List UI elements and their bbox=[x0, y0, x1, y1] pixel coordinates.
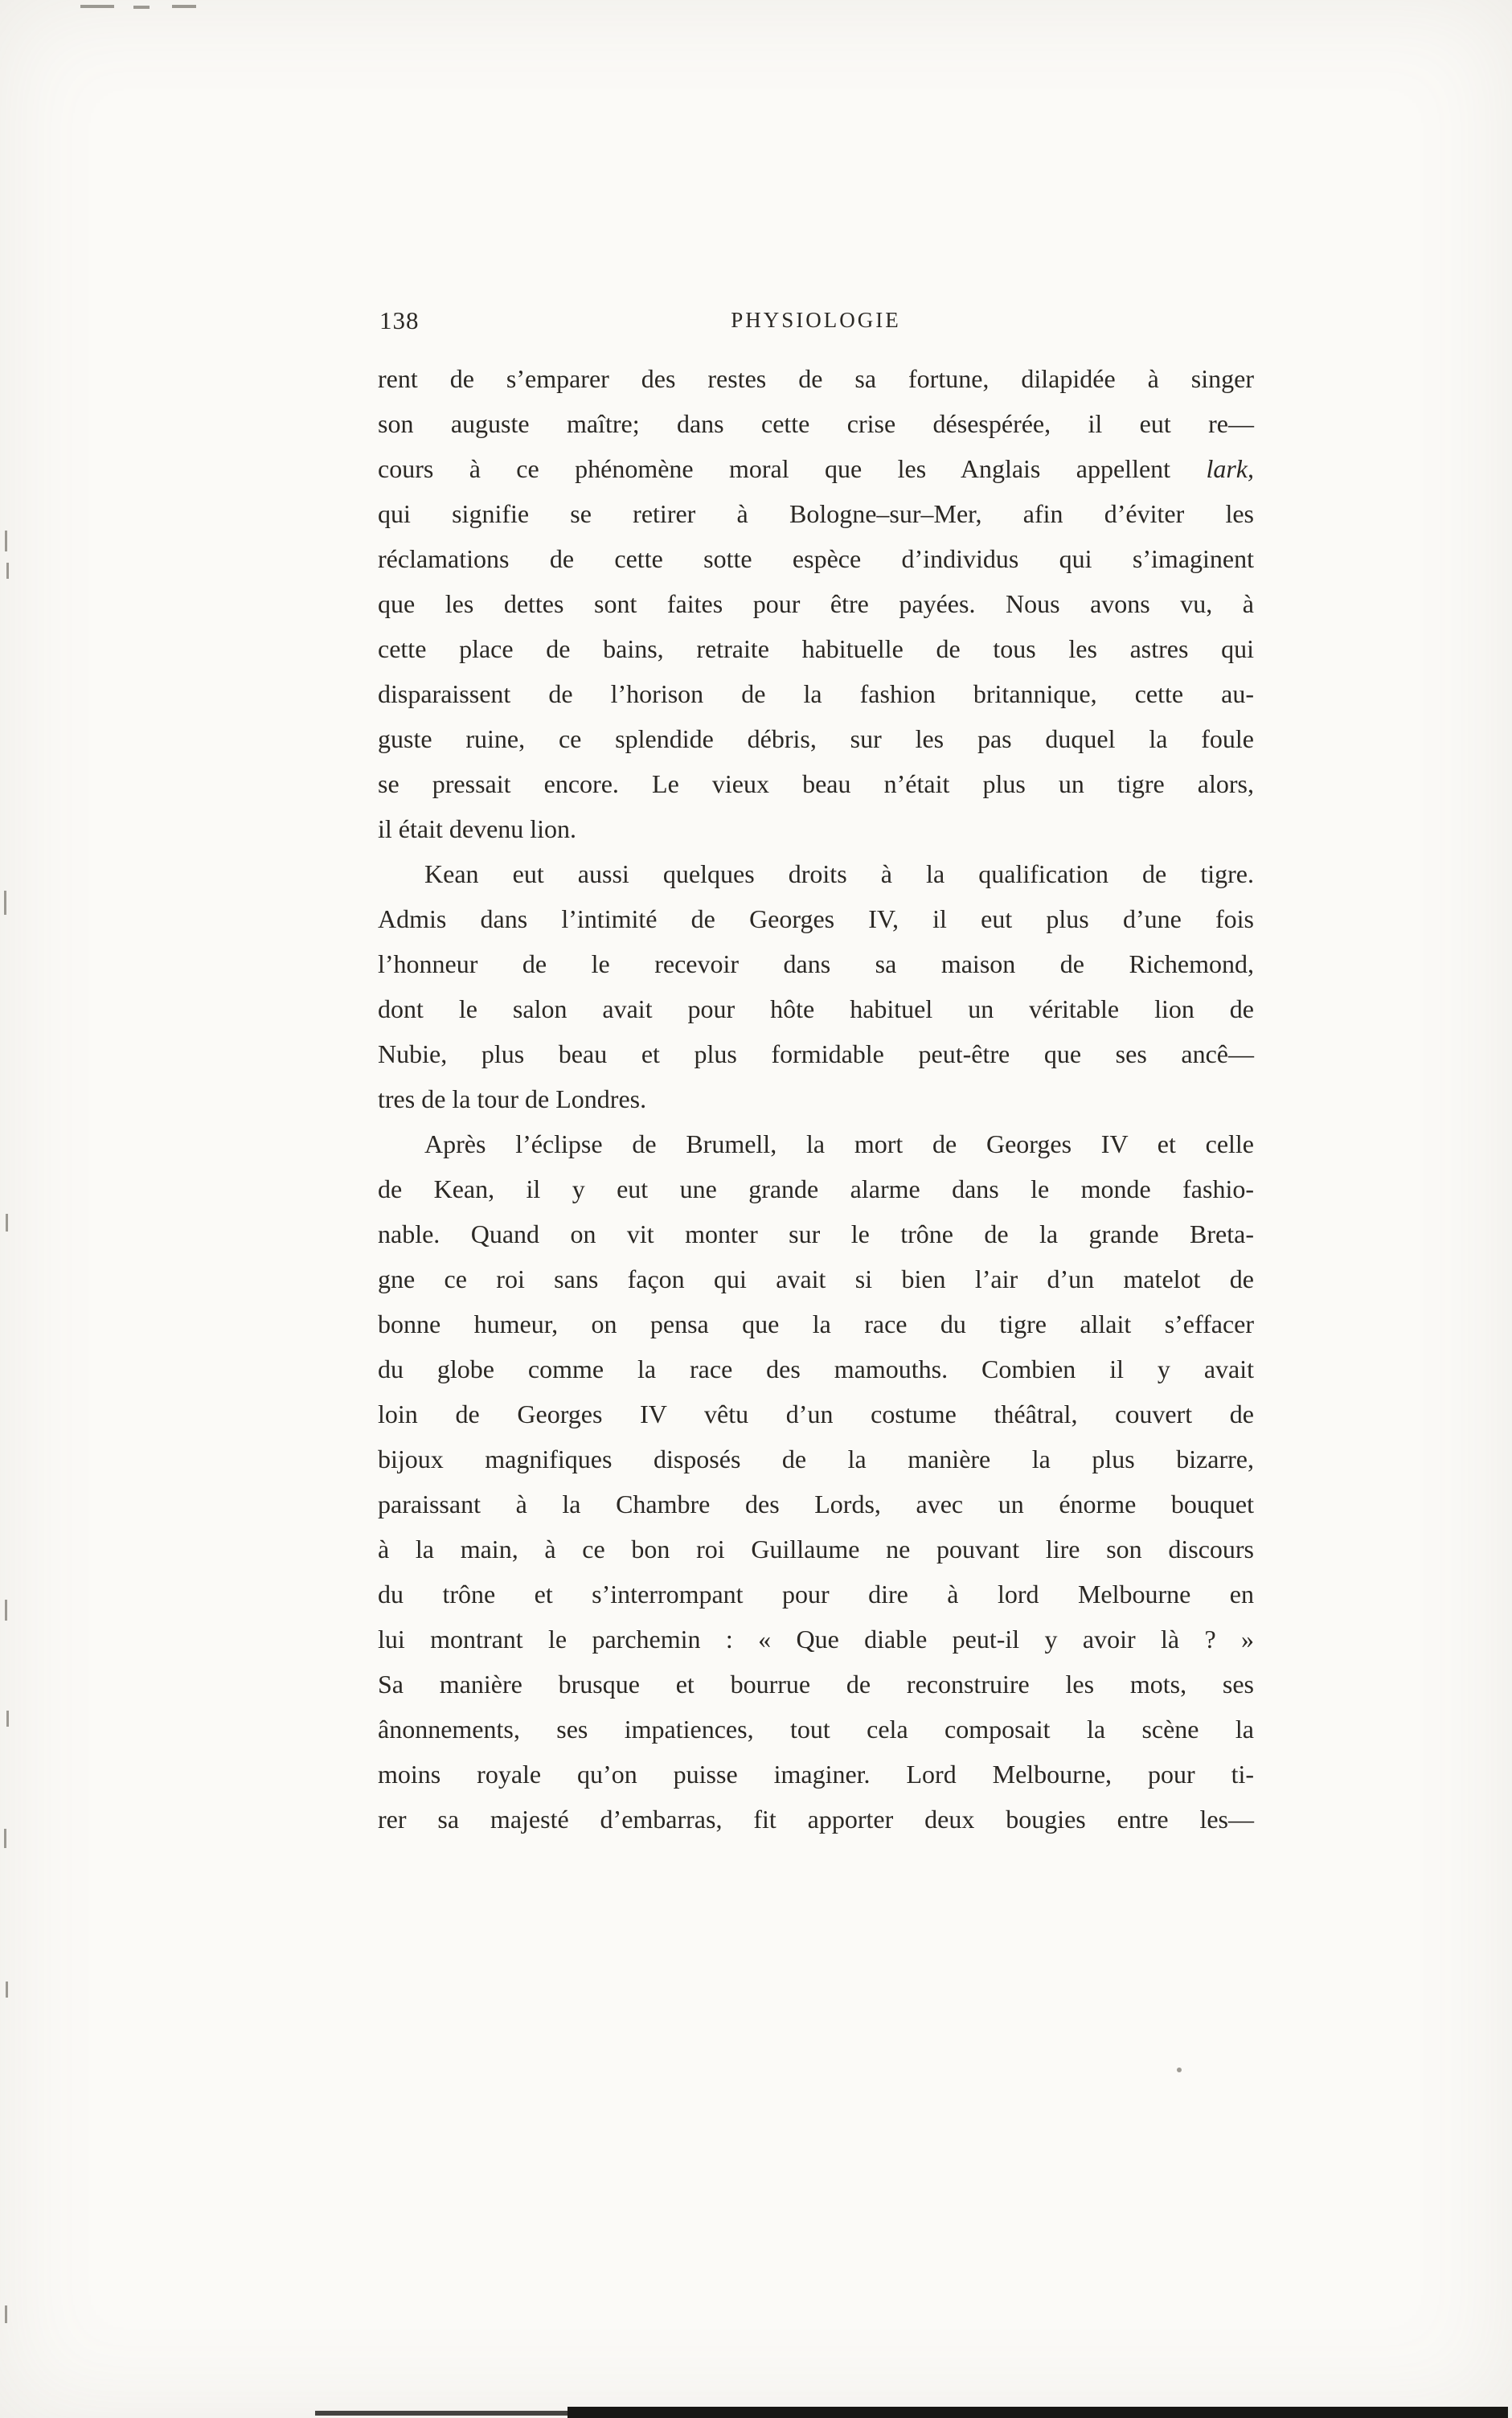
scan-artifact bbox=[4, 1829, 6, 1848]
text-line: l’honneur de le recevoir dans sa maison de Richemond, bbox=[378, 949, 1254, 978]
text-line: que les dettes sont faites pour être payées. Nous avons vu, à bbox=[378, 589, 1254, 618]
text-line: du globe comme la race des mamouths. Combien il y avait bbox=[378, 1354, 1254, 1383]
scan-artifact bbox=[6, 563, 9, 579]
page-header bbox=[378, 306, 1254, 356]
scan-artifact bbox=[5, 531, 7, 551]
text-line: nable. Quand on vit monter sur le trône de la grande Breta- bbox=[378, 1219, 1254, 1248]
scan-artifact bbox=[80, 5, 114, 8]
text-line: bijoux magnifiques disposés de la manière la plus bizarre, bbox=[378, 1445, 1254, 1473]
text-line: du trône et s’interrompant pour dire à lord Melbourne en bbox=[378, 1580, 1254, 1609]
text-block bbox=[378, 356, 1254, 1842]
text-line: gne ce roi sans façon qui avait si bien l’air d’un matelot de bbox=[378, 1264, 1254, 1293]
text-line: Admis dans l’intimité de Georges IV, il eut plus d’une fois bbox=[378, 904, 1254, 933]
scan-edge-artifact bbox=[315, 2411, 571, 2416]
paragraph bbox=[378, 1121, 1254, 1842]
text-line: paraissant à la Chambre des Lords, avec un énorme bouquet bbox=[378, 1490, 1254, 1518]
paragraph bbox=[378, 851, 1254, 1121]
scan-artifact bbox=[1177, 2068, 1182, 2072]
scan-artifact bbox=[133, 6, 150, 9]
running-title: PHYSIOLOGIE bbox=[731, 308, 901, 332]
text-line: de Kean, il y eut une grande alarme dans le monde fashio- bbox=[378, 1174, 1254, 1203]
text-line: se pressait encore. Le vieux beau n’était plus un tigre alors, bbox=[378, 769, 1254, 798]
text-line: moins royale qu’on puisse imaginer. Lord Melbourne, pour ti- bbox=[378, 1760, 1254, 1789]
scan-artifact bbox=[5, 1600, 7, 1621]
text-line: réclamations de cette sotte espèce d’individus qui s’imaginent bbox=[378, 544, 1254, 573]
text-line: ânonnements, ses impatiences, tout cela composait la scène la bbox=[378, 1715, 1254, 1744]
scan-artifact bbox=[6, 1214, 8, 1232]
text-segment-italic: lark, bbox=[1206, 454, 1254, 483]
page-content bbox=[378, 306, 1254, 1842]
text-line: disparaissent de l’horison de la fashion britannique, cette au- bbox=[378, 679, 1254, 708]
text-line: tres de la tour de Londres. bbox=[378, 1084, 647, 1113]
text-line: guste ruine, ce splendide débris, sur les pas duquel la foule bbox=[378, 724, 1254, 753]
text-line: rer sa majesté d’embarras, fit apporter deux bougies entre les— bbox=[378, 1805, 1254, 1834]
text-line: bonne humeur, on pensa que la race du tigre allait s’effacer bbox=[378, 1309, 1254, 1338]
scan-artifact bbox=[4, 891, 6, 915]
text-segment: cours à ce phénomène moral que les Anglais appellent bbox=[378, 454, 1207, 483]
text-line: il était devenu lion. bbox=[378, 814, 577, 843]
scan-artifact bbox=[6, 1711, 9, 1727]
scan-edge-artifact bbox=[568, 2407, 1508, 2418]
text-line: dont le salon avait pour hôte habituel un véritable lion de bbox=[378, 994, 1254, 1023]
scan-artifact bbox=[6, 1982, 8, 1998]
text-line: rent de s’emparer des restes de sa fortune, dilapidée à singer bbox=[378, 364, 1254, 393]
scan-artifact bbox=[172, 5, 196, 8]
text-line: Après l’éclipse de Brumell, la mort de Georges IV et celle bbox=[424, 1129, 1254, 1158]
text-line: loin de Georges IV vêtu d’un costume théâtral, couvert de bbox=[378, 1400, 1254, 1428]
scan-artifact bbox=[5, 2305, 7, 2323]
text-line: qui signifie se retirer à Bologne–sur–Mer, afin d’éviter les bbox=[378, 499, 1254, 528]
text-line: Kean eut aussi quelques droits à la qualification de tigre. bbox=[424, 859, 1254, 888]
text-line: Sa manière brusque et bourrue de reconstruire les mots, ses bbox=[378, 1670, 1254, 1699]
text-line: Nubie, plus beau et plus formidable peut-être que ses ancê— bbox=[378, 1039, 1254, 1068]
text-line: son auguste maître; dans cette crise désespérée, il eut re— bbox=[378, 409, 1254, 438]
text-line: cette place de bains, retraite habituelle de tous les astres qui bbox=[378, 634, 1254, 663]
text-line: lui montrant le parchemin : « Que diable peut-il y avoir là ? » bbox=[378, 1625, 1254, 1654]
text-line bbox=[378, 446, 1254, 491]
page-number: 138 bbox=[379, 306, 420, 334]
paragraph bbox=[378, 356, 1254, 851]
text-line: à la main, à ce bon roi Guillaume ne pouvant lire son discours bbox=[378, 1535, 1254, 1564]
